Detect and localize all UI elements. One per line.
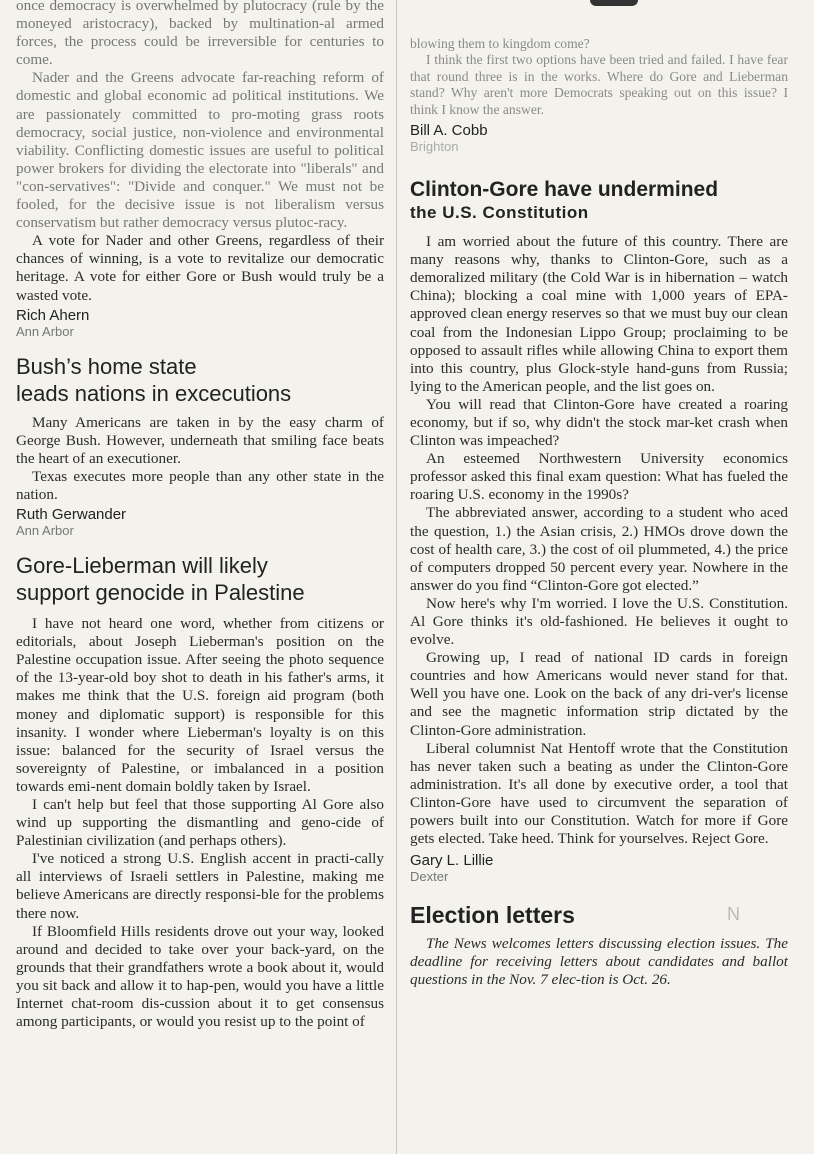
- right-column: [410, 0, 788, 990]
- letter-author: Gary L. Lillie: [410, 852, 494, 870]
- letter-paragraph: Now here's why I'm worried. I love the U.S. Constitution. Al Gore thinks it's old-fashioned. He believes it ought to evolve.: [410, 594, 788, 649]
- letter-paragraph: Nader and the Greens advocate far-reaching reform of domestic and global economic ad political institutions. We are passionately committed to pro-moting grass roots democracy, social justice, non-violence and environmental viability. Conflicting domestic issues are useful to political power brokers for dividing the electorate into "liberals" and "con-servatives": "Divide and conquer." We must not be fooled, for the decisive issue is not liberalism versus conservatism but rather democracy versus plutoc-racy.: [16, 69, 384, 232]
- headline: [16, 552, 384, 606]
- letter-town: Brighton: [410, 139, 459, 155]
- letter-town: Dexter: [410, 869, 449, 885]
- headline-line: Gore-Lieberman will likely: [16, 553, 268, 579]
- corner-marker: N: [727, 904, 740, 925]
- letter-paragraph: I have not heard one word, whether from citizens or editorials, about Joseph Lieberman's position on the Palestine occupation issue. After seeing the photo sequence of the 13-year-old boy shot to death in his father's arms, it makes me think that the U.S. foreign aid program (both money and diplomatic support) is responsible for this insanity. I wonder where Lieberman's loyalty is on this issue: balanced for the security of Israel versus the sovereignty of Palestine, or imbalanced in a position towards emi-nent domain boldly taken by Israel.: [16, 615, 384, 795]
- election-letters-notice: [410, 902, 788, 989]
- letter-author: Bill A. Cobb: [410, 122, 488, 140]
- letter-paragraph: An esteemed Northwestern University economics professor asked this final exam question: What has fueled the roaring U.S. economy in the 1990s?: [410, 450, 788, 504]
- headline-line: support genocide in Palestine: [16, 580, 305, 606]
- letter-paragraph: I can't help but feel that those supporting Al Gore also wind up supporting the dismantling and geno-cide of Palestinian civilization (and perhaps others).: [16, 796, 384, 850]
- continued-line: blowing them to kingdom come?: [410, 36, 590, 51]
- letter-bush-executions: [16, 353, 384, 538]
- notice-headline: Election letters: [410, 902, 575, 929]
- letter-continuation: [410, 36, 788, 154]
- letter-paragraph: I am worried about the future of this country. There are many reasons why, thanks to Clinton-Gore, such as a demoralized military (the Cold War is in hibernation – watch China); blocking a coal mine with 1,000 years of EPA-approved clean energy reserves so that we must buy our clean coal from the Indonesian Lippo Group; proclaiming to be opposed to assault rifles while allowing China to export them into this country, plus Glock-style hand-guns from Russia; lying to the American people, and the list goes on.: [410, 233, 788, 395]
- letter-paragraph: A vote for Nader and other Greens, regardless of their chances of winning, is a vote to revitalize our democratic heritage. A vote for either Gore or Bush would truly be a wasted vote.: [16, 232, 384, 304]
- column-divider: [396, 0, 397, 1154]
- letter-nader-greens: [16, 0, 384, 339]
- headline: Clinton-Gore have undermined: [410, 178, 719, 202]
- letter-paragraph: Liberal columnist Nat Hentoff wrote that the Constitution has never taken such a beating as under the Clinton-Gore administration. It's all done by executive order, a tool that Clinton-Gore have used to circumvent the separation of powers built into our Constitution. Watch for more if Gore gets elected. Take heed. Think for yourselves. Reject Gore.: [410, 739, 788, 848]
- headline: [16, 353, 384, 407]
- letter-town: Ann Arbor: [16, 523, 74, 539]
- letter-paragraph: The abbreviated answer, according to a student who aced the question, 1.) the Asian crisis, 2.) HMOs drove down the cost of health care, 3.) the cost of oil plummeted, 4.) the price of computers dropped 50 percent every year. Nowhere in the answer do you find “Clinton-Gore got elected.”: [410, 504, 788, 594]
- letter-paragraph: If Bloomfield Hills residents drove out your way, looked around and decided to take over your back-yard, on the grounds that their grandfathers wrote a book about it, would you sit back and allow it to hap-pen, would you have a little Internet chat-room dis-cussion about it to get consensus among participants, or would you resist up to the point of: [16, 922, 384, 1031]
- letter-paragraph: Growing up, I read of national ID cards in foreign countries and how Americans would never stand for that. Well you have one. Look on the back of any dri-ver's license and see the magnetic information strip dictated by the Clinton-Gore administration.: [410, 649, 788, 739]
- headline-subline: the U.S. Constitution: [410, 203, 589, 223]
- letter-paragraph: Texas executes more people than any other state in the nation.: [16, 467, 384, 503]
- letter-author: Ruth Gerwander: [16, 506, 127, 524]
- letter-town: Ann Arbor: [16, 323, 74, 339]
- headline-line: leads nations in excecutions: [16, 380, 292, 406]
- letter-paragraph: I've noticed a strong U.S. English accent in practi-cally all interviews of Israeli settlers in Palestine, making me believe Americans are directly responsi-ble for the problems there now.: [16, 850, 384, 922]
- letter-paragraph: once democracy is overwhelmed by plutocracy (rule by the moneyed aristocracy), backed by multination-al armed forces, the process could be irreversible for centuries to come.: [16, 0, 384, 69]
- letter-paragraph: You will read that Clinton-Gore have created a roaring economy, but if so, why didn't the stock mar-ket crash when Clinton was impeached?: [410, 395, 788, 450]
- letter-clinton-gore: [410, 176, 788, 884]
- notice-text: The News welcomes letters discussing election issues. The deadline for receiving letters about candidates and ballot questions in the Nov. 7 elec-tion is Oct. 26.: [410, 935, 788, 989]
- headline-line: Bush’s home state: [16, 353, 197, 379]
- letter-paragraph: I think the first two options have been tried and failed. I have fear that round three is in the works. Where do Gore and Lieberman stand? Why aren't more Democrats speaking out on this issue? I think I know the answer.: [410, 52, 788, 117]
- letter-paragraph: Many Americans are taken in by the easy charm of George Bush. However, underneath that smiling face beats the heart of an executioner.: [16, 413, 384, 467]
- left-column: [16, 0, 384, 1031]
- letter-gore-lieberman: [16, 552, 384, 1031]
- letter-author: Rich Ahern: [16, 306, 90, 324]
